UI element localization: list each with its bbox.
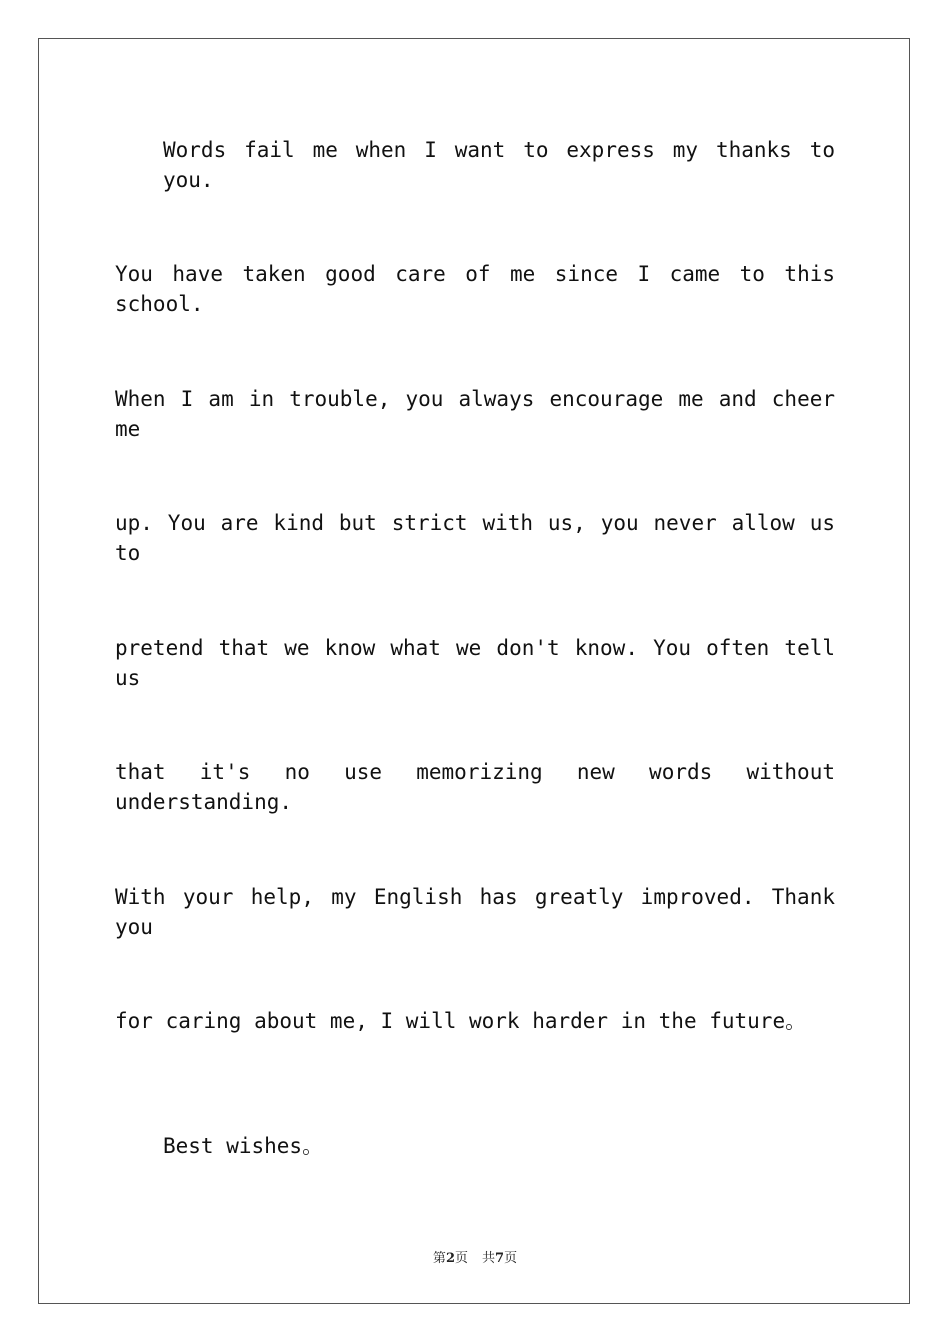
letter-line-2: You have taken good care of me since I came to this school. (115, 262, 835, 316)
letter-line-7: With your help, my English has greatly improved. Thank you (115, 885, 835, 939)
letter-line-1: Words fail me when I want to express my thanks to you. (163, 138, 835, 192)
page-footer (0, 1247, 950, 1266)
total-suffix: 页 (504, 1251, 518, 1266)
page-suffix: 页 (454, 1251, 468, 1266)
letter-line-5: pretend that we know what we don't know. You often tell us (115, 636, 835, 690)
page-prefix: 第 (432, 1251, 446, 1266)
letter-closing: Best wishes。 (163, 1134, 324, 1158)
page-total: 7 (495, 1251, 505, 1266)
letter-line-6: that it's no use memorizing new words without understanding. (115, 760, 835, 814)
page-border (38, 38, 910, 1304)
letter-line-3: When I am in trouble, you always encourage me and cheer me (115, 387, 835, 441)
total-prefix: 共 (482, 1251, 496, 1266)
page-current: 2 (445, 1251, 455, 1266)
letter-line-4: up. You are kind but strict with us, you never allow us to (115, 511, 835, 565)
letter-line-8: for caring about me, I will work harder in the future。 (115, 1009, 807, 1033)
